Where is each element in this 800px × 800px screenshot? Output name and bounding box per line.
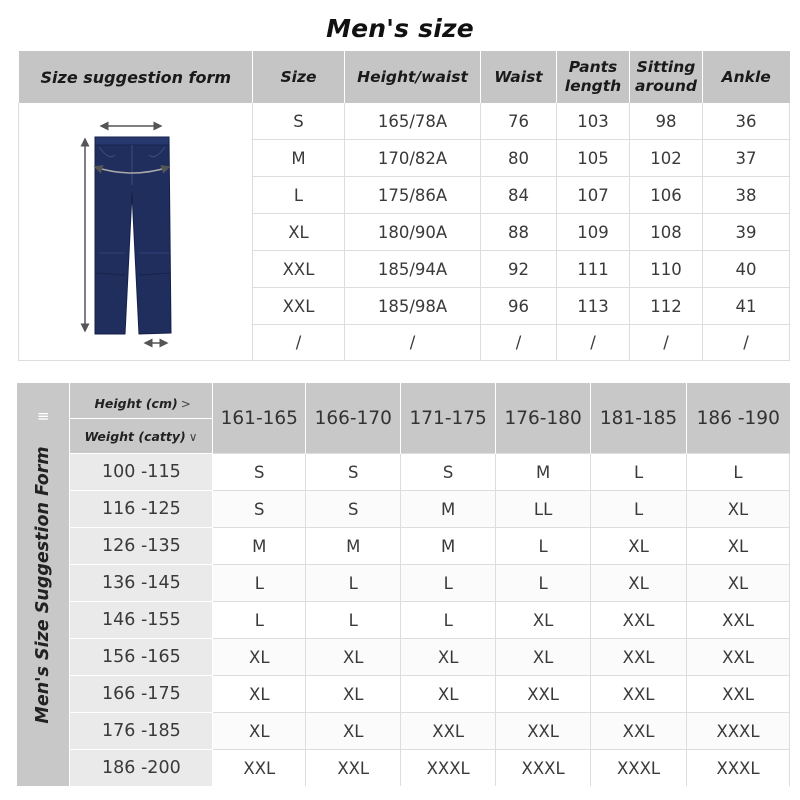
weight-range-cell: 116 -125 [70, 491, 213, 528]
cell-sitting-around: / [630, 325, 703, 361]
cell-waist: 80 [481, 140, 557, 177]
suggested-size-cell: L [591, 491, 687, 528]
weight-range-cell: 100 -115 [70, 454, 213, 491]
suggested-size-cell: L [591, 454, 687, 491]
header-waist: Waist [481, 51, 557, 103]
suggested-size-cell: XXXL [591, 750, 687, 787]
height-range-header: 176-180 [496, 383, 591, 454]
cell-waist: 88 [481, 214, 557, 251]
suggested-size-cell: S [213, 454, 306, 491]
suggested-size-cell: XXL [591, 602, 687, 639]
cell-size: L [253, 177, 345, 214]
suggested-size-cell: L [306, 602, 401, 639]
pants-illustration [19, 103, 253, 357]
suggested-size-cell: L [401, 565, 496, 602]
suggested-size-cell: XXL [496, 676, 591, 713]
suggestion-row [17, 750, 790, 787]
cell-height-waist: 185/98A [345, 288, 481, 325]
suggested-size-cell: S [213, 491, 306, 528]
cell-height-waist: 165/78A [345, 103, 481, 140]
header-sitting-around-line2: around [635, 77, 697, 95]
cell-height-waist: 180/90A [345, 214, 481, 251]
suggested-size-cell: XL [401, 676, 496, 713]
cell-pants-length: / [557, 325, 630, 361]
suggested-size-cell: XL [213, 713, 306, 750]
suggested-size-cell: LL [496, 491, 591, 528]
cell-ankle: 40 [703, 251, 790, 288]
size-chart-table [18, 51, 790, 361]
suggestion-row [17, 602, 790, 639]
suggested-size-cell: S [306, 491, 401, 528]
suggestion-header-row [17, 383, 790, 454]
cell-pants-length: 103 [557, 103, 630, 140]
menu-icon: ≡ [36, 407, 50, 425]
suggestion-row [17, 676, 790, 713]
suggested-size-cell: XL [401, 639, 496, 676]
suggested-size-cell: XXL [496, 713, 591, 750]
suggested-size-cell: XXL [687, 602, 790, 639]
size-suggestion-form [17, 383, 790, 800]
cell-waist: 96 [481, 288, 557, 325]
suggested-size-cell: L [687, 454, 790, 491]
suggested-size-cell: M [306, 528, 401, 565]
suggestion-row [17, 639, 790, 676]
suggested-size-cell: XXL [591, 676, 687, 713]
cell-size: M [253, 140, 345, 177]
suggested-size-cell: XL [213, 676, 306, 713]
height-range-header: 166-170 [306, 383, 401, 454]
suggested-size-cell: XL [687, 491, 790, 528]
cell-ankle: / [703, 325, 790, 361]
suggested-size-cell: XL [306, 639, 401, 676]
cell-size: XXL [253, 288, 345, 325]
suggested-size-cell: XXL [687, 639, 790, 676]
height-range-header: 161-165 [213, 383, 306, 454]
suggestion-row [17, 491, 790, 528]
cell-sitting-around: 106 [630, 177, 703, 214]
header-height-waist: Height/waist [345, 51, 481, 103]
suggested-size-cell: XXL [306, 750, 401, 787]
cell-waist: 92 [481, 251, 557, 288]
height-axis-label [94, 396, 190, 411]
chevron-down-icon: ∨ [188, 430, 198, 444]
suggested-size-cell: XXXL [687, 750, 790, 787]
cell-ankle: 38 [703, 177, 790, 214]
cell-size: / [253, 325, 345, 361]
size-chart-header-row [19, 51, 790, 103]
cell-sitting-around: 98 [630, 103, 703, 140]
suggested-size-cell: L [306, 565, 401, 602]
cell-size: S [253, 103, 345, 140]
weight-range-cell: 176 -185 [70, 713, 213, 750]
side-label-column [17, 383, 70, 786]
height-axis-text: Height (cm) [94, 396, 178, 411]
height-range-header: 186 -190 [687, 383, 790, 454]
header-ankle: Ankle [703, 51, 790, 103]
suggested-size-cell: XL [213, 639, 306, 676]
cell-pants-length: 107 [557, 177, 630, 214]
corner-divider [70, 418, 212, 419]
weight-range-cell: 166 -175 [70, 676, 213, 713]
suggested-size-cell: XXXL [496, 750, 591, 787]
suggested-size-cell: XL [591, 565, 687, 602]
suggested-size-cell: XL [306, 713, 401, 750]
cell-size: XXL [253, 251, 345, 288]
cell-sitting-around: 108 [630, 214, 703, 251]
axis-corner [70, 383, 213, 454]
header-sitting-around-line1: Sitting [636, 58, 696, 76]
header-size-suggestion-form: Size suggestion form [19, 51, 253, 103]
suggested-size-cell: XXL [687, 676, 790, 713]
suggestion-row [17, 528, 790, 565]
cell-pants-length: 113 [557, 288, 630, 325]
cell-sitting-around: 112 [630, 288, 703, 325]
suggestion-row [17, 565, 790, 602]
suggested-size-cell: XXL [213, 750, 306, 787]
header-size: Size [253, 51, 345, 103]
cell-pants-length: 105 [557, 140, 630, 177]
suggested-size-cell: XXL [401, 713, 496, 750]
suggested-size-cell: XL [496, 602, 591, 639]
cell-ankle: 37 [703, 140, 790, 177]
cell-ankle: 39 [703, 214, 790, 251]
cell-waist: 84 [481, 177, 557, 214]
suggested-size-cell: M [401, 528, 496, 565]
suggested-size-cell: XL [687, 528, 790, 565]
cell-ankle: 36 [703, 103, 790, 140]
cell-ankle: 41 [703, 288, 790, 325]
suggested-size-cell: L [401, 602, 496, 639]
suggested-size-cell: L [213, 565, 306, 602]
header-pants-length-line2: length [564, 77, 622, 95]
pants-icon [19, 103, 253, 357]
side-label: Men's Size Suggestion Form [33, 445, 54, 724]
weight-range-cell: 136 -145 [70, 565, 213, 602]
header-pants-length-line1: Pants [568, 58, 618, 76]
suggested-size-cell: XL [591, 528, 687, 565]
suggested-size-cell: XXXL [401, 750, 496, 787]
cell-pants-length: 111 [557, 251, 630, 288]
suggested-size-cell: L [213, 602, 306, 639]
page-title: Men's size [326, 14, 474, 43]
suggested-size-cell: XXXL [687, 713, 790, 750]
pants-illustration-cell [19, 103, 253, 361]
weight-axis-label [84, 429, 197, 444]
cell-height-waist: 185/94A [345, 251, 481, 288]
suggested-size-cell: XXL [591, 639, 687, 676]
cell-waist: / [481, 325, 557, 361]
cell-sitting-around: 110 [630, 251, 703, 288]
suggested-size-cell: L [496, 528, 591, 565]
suggested-size-cell: L [496, 565, 591, 602]
weight-range-cell: 146 -155 [70, 602, 213, 639]
cell-waist: 76 [481, 103, 557, 140]
weight-range-cell: 126 -135 [70, 528, 213, 565]
chevron-right-icon: > [180, 397, 191, 411]
suggested-size-cell: M [496, 454, 591, 491]
suggestion-row [17, 454, 790, 491]
height-range-header: 181-185 [591, 383, 687, 454]
suggested-size-cell: XXL [591, 713, 687, 750]
suggested-size-cell: S [401, 454, 496, 491]
weight-axis-text: Weight (catty) [84, 429, 186, 444]
cell-pants-length: 109 [557, 214, 630, 251]
suggested-size-cell: S [306, 454, 401, 491]
suggested-size-cell: M [401, 491, 496, 528]
weight-range-cell: 186 -200 [70, 750, 213, 787]
suggested-size-cell: XL [306, 676, 401, 713]
header-pants-length [557, 51, 630, 103]
suggested-size-cell: M [213, 528, 306, 565]
weight-range-cell: 156 -165 [70, 639, 213, 676]
cell-height-waist: / [345, 325, 481, 361]
suggested-size-cell: XL [496, 639, 591, 676]
cell-size: XL [253, 214, 345, 251]
suggestion-table [17, 383, 790, 786]
size-row [19, 103, 790, 140]
suggestion-row [17, 713, 790, 750]
suggested-size-cell: XL [687, 565, 790, 602]
height-range-header: 171-175 [401, 383, 496, 454]
header-sitting-around [630, 51, 703, 103]
cell-height-waist: 170/82A [345, 140, 481, 177]
cell-height-waist: 175/86A [345, 177, 481, 214]
cell-sitting-around: 102 [630, 140, 703, 177]
